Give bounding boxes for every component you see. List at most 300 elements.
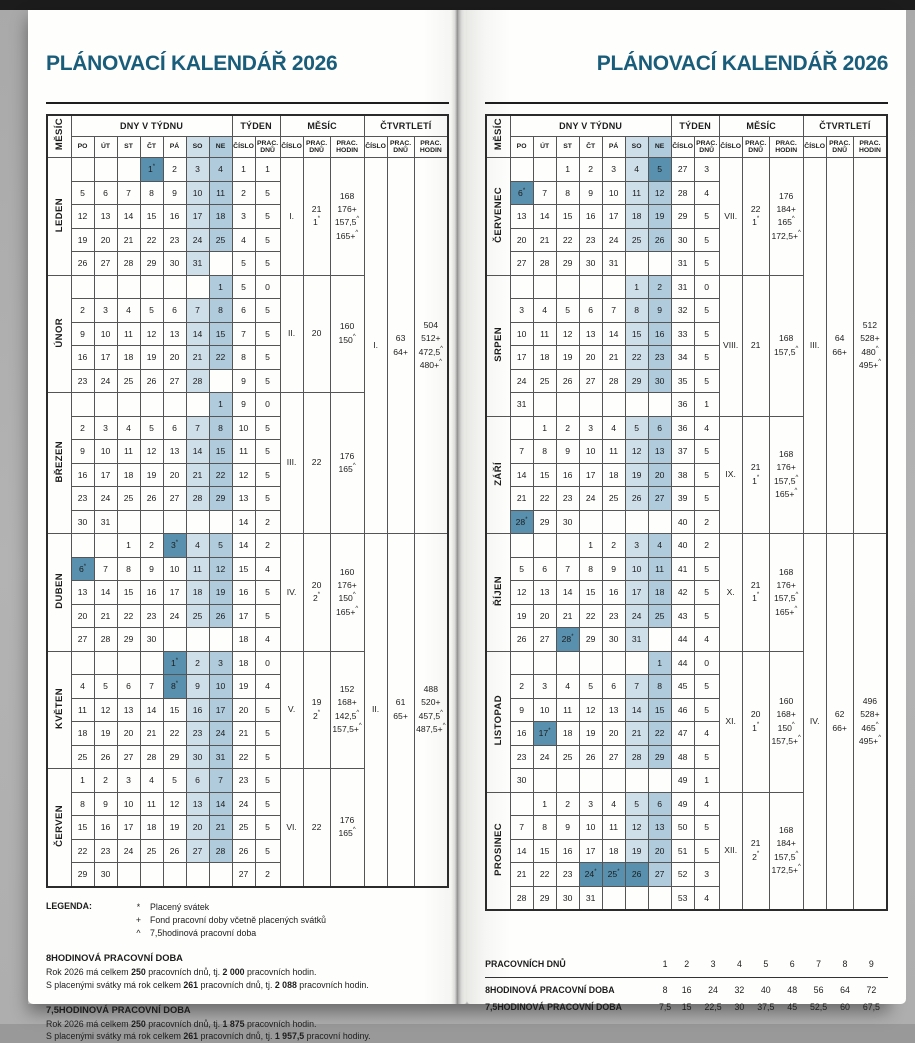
work-time-7-5h-block: [46, 1005, 449, 1043]
day-cell: 14: [556, 581, 579, 605]
day-cell: 13: [510, 205, 533, 229]
day-cell: 13: [186, 792, 209, 816]
week-workdays: 5: [255, 745, 280, 769]
day-cell: [163, 393, 186, 417]
day-cell: 20: [602, 722, 625, 746]
page-right: [467, 10, 906, 1012]
month-workhours: 176 184+ 165^ 172,5+^: [769, 158, 803, 276]
day-cell: [510, 792, 533, 816]
week-number: 7: [232, 322, 255, 346]
day-cell: 26: [579, 745, 602, 769]
week-workdays: 4: [255, 557, 280, 581]
work-time-line: S placenými svátky má rok celkem 261 pracovních dnů, tj. 1 957,5 pracovní hodiny.: [46, 1031, 371, 1042]
working-days-value: 52,5: [810, 1002, 828, 1012]
day-cell: 12: [94, 698, 117, 722]
day-cell: 26: [625, 487, 648, 511]
day-cell: 1: [117, 534, 140, 558]
day-cell: 12: [140, 322, 163, 346]
week-number: 29: [671, 205, 694, 229]
day-cell: 20: [510, 228, 533, 252]
week-number: 14: [232, 534, 255, 558]
day-cell: 16: [579, 205, 602, 229]
day-cell: 22: [209, 346, 232, 370]
day-cell: 18: [648, 581, 671, 605]
day-cell: 21: [117, 228, 140, 252]
day-cell: 24: [579, 487, 602, 511]
week-workdays: 5: [255, 769, 280, 793]
day-cell: 28*: [510, 510, 533, 534]
day-cell: 23: [163, 228, 186, 252]
day-cell: 9: [579, 181, 602, 205]
day-cell: 23: [648, 346, 671, 370]
day-cell: 18: [186, 581, 209, 605]
day-cell: 11: [648, 557, 671, 581]
day-cell: [648, 252, 671, 276]
week-workdays: 4: [255, 675, 280, 699]
day-cell: [209, 252, 232, 276]
week-number: 39: [671, 487, 694, 511]
week-number: 40: [671, 510, 694, 534]
week-workdays: 5: [694, 698, 719, 722]
day-cell: 27: [71, 628, 94, 652]
week-workdays: 5: [694, 346, 719, 370]
week-workdays: 5: [255, 581, 280, 605]
sub-header: PRAC. HODIN: [853, 137, 887, 158]
day-cell: 19: [625, 463, 648, 487]
week-workdays: 5: [694, 604, 719, 628]
day-cell: [533, 534, 556, 558]
col-header-month: MĚSÍC: [280, 115, 364, 137]
day-cell: 25: [625, 228, 648, 252]
day-name-header: NE: [648, 137, 671, 158]
quarter-workdays: 61 65+: [387, 534, 414, 887]
day-cell: 29: [163, 745, 186, 769]
day-cell: 2: [71, 299, 94, 323]
day-cell: 13: [163, 440, 186, 464]
week-workdays: 3: [694, 863, 719, 887]
work-time-line: S placenými svátky má rok celkem 261 pracovních dnů, tj. 2 088 pracovních hodin.: [46, 979, 369, 990]
week-row: [486, 158, 887, 182]
month-name: ČERVEN: [47, 769, 71, 887]
page-title: PLÁNOVACÍ KALENDÁŘ 2026: [46, 52, 338, 75]
day-cell: 7: [510, 440, 533, 464]
day-cell: 18: [117, 463, 140, 487]
day-cell: 12: [625, 816, 648, 840]
working-days-count: 2: [677, 959, 696, 978]
legend-text: 7,5hodinová pracovní doba: [150, 927, 257, 938]
day-cell: 23: [556, 863, 579, 887]
quarter-workhours: 512 528+ 480^ 495+^: [853, 158, 887, 534]
sub-header: ČÍSLO: [364, 137, 387, 158]
col-header-week: TÝDEN: [232, 115, 280, 137]
month-workhours: 168 184+ 157,5^ 172,5+^: [769, 792, 803, 910]
day-cell: 25: [186, 604, 209, 628]
day-cell: 5: [94, 675, 117, 699]
day-cell: 19: [579, 722, 602, 746]
day-cell: 8: [209, 299, 232, 323]
day-cell: 31: [510, 393, 533, 417]
week-workdays: 2: [255, 510, 280, 534]
day-cell: 10: [163, 557, 186, 581]
day-cell: 16: [648, 322, 671, 346]
week-number: 38: [671, 463, 694, 487]
page-left: [28, 10, 467, 1042]
day-cell: 22: [533, 487, 556, 511]
day-cell: 29: [533, 510, 556, 534]
day-cell: 31: [209, 745, 232, 769]
day-cell: 17: [579, 839, 602, 863]
week-workdays: 5: [255, 228, 280, 252]
day-cell: 18: [625, 205, 648, 229]
day-cell: [163, 275, 186, 299]
week-number: 5: [232, 252, 255, 276]
day-cell: 1: [556, 158, 579, 182]
day-cell: 25: [209, 228, 232, 252]
legend-item: [134, 927, 326, 940]
day-cell: 27: [163, 369, 186, 393]
week-workdays: 5: [255, 816, 280, 840]
day-cell: 7: [510, 816, 533, 840]
day-cell: 10: [117, 792, 140, 816]
week-number: 46: [671, 698, 694, 722]
day-cell: 15: [209, 322, 232, 346]
day-cell: 8: [648, 675, 671, 699]
day-cell: [648, 510, 671, 534]
month-workdays: 21 2*: [742, 792, 769, 910]
week-number: 17: [232, 604, 255, 628]
week-workdays: 5: [255, 604, 280, 628]
week-number: 11: [232, 440, 255, 464]
day-cell: 5: [209, 534, 232, 558]
day-cell: 6: [648, 792, 671, 816]
day-cell: 9: [556, 816, 579, 840]
sub-header: PRAC. HODIN: [414, 137, 448, 158]
day-cell: [117, 393, 140, 417]
day-name-header: SO: [186, 137, 209, 158]
week-number: 41: [671, 557, 694, 581]
working-days-value: 67,5: [862, 1002, 880, 1012]
day-cell: 8: [625, 299, 648, 323]
day-cell: 6: [533, 557, 556, 581]
day-cell: 13: [94, 205, 117, 229]
month-workdays: 21 1*: [742, 534, 769, 652]
day-cell: 6: [94, 181, 117, 205]
week-workdays: 4: [694, 722, 719, 746]
sub-header: PRAC. DNŮ: [303, 137, 330, 158]
day-cell: 14: [533, 205, 556, 229]
day-cell: 18: [602, 463, 625, 487]
day-cell: 16: [71, 346, 94, 370]
day-cell: [602, 886, 625, 910]
day-cell: [117, 275, 140, 299]
working-days-row-label: 8HODINOVÁ PRACOVNÍ DOBA: [485, 985, 615, 995]
day-cell: 16: [186, 698, 209, 722]
day-cell: 3: [117, 769, 140, 793]
day-cell: 26: [510, 628, 533, 652]
day-cell: 26: [209, 604, 232, 628]
day-cell: 21: [510, 863, 533, 887]
week-workdays: 5: [694, 816, 719, 840]
day-cell: 4: [533, 299, 556, 323]
day-cell: 24: [94, 369, 117, 393]
week-number: 23: [232, 769, 255, 793]
day-cell: 27: [602, 745, 625, 769]
day-cell: 11: [209, 181, 232, 205]
planner-spread: [28, 10, 889, 1042]
day-cell: 21: [533, 228, 556, 252]
month-workhours: 168 157,5^: [769, 275, 803, 416]
week-workdays: 5: [255, 487, 280, 511]
day-cell: 18: [117, 346, 140, 370]
work-time-line: Rok 2026 má celkem 250 pracovních dnů, tj. 2 000 pracovních hodin.: [46, 967, 317, 978]
day-cell: 8: [209, 416, 232, 440]
day-cell: 3: [602, 158, 625, 182]
day-cell: 25: [533, 369, 556, 393]
week-workdays: 1: [694, 393, 719, 417]
legend-items: [134, 901, 326, 941]
day-cell: 9: [648, 299, 671, 323]
day-cell: 6: [579, 299, 602, 323]
working-days-header-label: PRACOVNÍCH DNŮ: [485, 959, 653, 978]
day-cell: [648, 628, 671, 652]
day-cell: 1: [625, 275, 648, 299]
day-cell: 23: [602, 604, 625, 628]
day-cell: 10: [186, 181, 209, 205]
day-cell: 10: [579, 440, 602, 464]
week-number: 2: [232, 181, 255, 205]
day-cell: 13: [579, 322, 602, 346]
week-workdays: 5: [255, 346, 280, 370]
day-cell: 5: [163, 769, 186, 793]
day-cell: [94, 651, 117, 675]
day-cell: 9: [602, 557, 625, 581]
sub-header: PRAC. DNŮ: [387, 137, 414, 158]
day-cell: 22: [579, 604, 602, 628]
col-header-week: TÝDEN: [671, 115, 719, 137]
week-workdays: 5: [694, 322, 719, 346]
week-number: 43: [671, 604, 694, 628]
working-days-value: 15: [681, 1002, 692, 1012]
legend-item: [134, 914, 326, 927]
day-cell: 19: [140, 463, 163, 487]
day-cell: [71, 651, 94, 675]
day-cell: 11: [117, 440, 140, 464]
week-workdays: 5: [694, 228, 719, 252]
day-cell: [117, 510, 140, 534]
col-header-quarter: ČTVRTLETÍ: [803, 115, 887, 137]
day-cell: 4: [625, 158, 648, 182]
week-number: 44: [671, 651, 694, 675]
legend-symbol: *: [136, 901, 141, 912]
day-cell: 18: [602, 839, 625, 863]
day-cell: 2: [94, 769, 117, 793]
day-cell: 30: [579, 252, 602, 276]
week-row: [486, 534, 887, 558]
day-cell: 9: [140, 557, 163, 581]
day-cell: 15: [71, 816, 94, 840]
day-cell: [556, 393, 579, 417]
day-cell: 22: [71, 839, 94, 863]
day-cell: [209, 369, 232, 393]
day-cell: 21: [186, 463, 209, 487]
day-cell: [579, 510, 602, 534]
day-cell: 3: [94, 416, 117, 440]
day-cell: 23: [140, 604, 163, 628]
day-cell: 28: [117, 252, 140, 276]
day-cell: 16: [163, 205, 186, 229]
month-roman: V.: [280, 651, 303, 769]
week-number: 19: [232, 675, 255, 699]
day-cell: 18: [140, 816, 163, 840]
week-workdays: 4: [694, 628, 719, 652]
day-cell: 23: [556, 487, 579, 511]
sub-header: PRAC. HODIN: [769, 137, 803, 158]
week-number: 12: [232, 463, 255, 487]
month-name: DUBEN: [47, 534, 71, 652]
working-days-row-label: 7,5HODINOVÁ PRACOVNÍ DOBA: [485, 1002, 622, 1012]
day-cell: 26: [625, 863, 648, 887]
day-name-header: PO: [71, 137, 94, 158]
day-cell: 28: [186, 369, 209, 393]
day-cell: 1: [579, 534, 602, 558]
month-workhours: 176 165^: [330, 393, 364, 534]
week-number: 18: [232, 651, 255, 675]
day-cell: 30: [556, 886, 579, 910]
day-cell: 20: [71, 604, 94, 628]
day-cell: [140, 275, 163, 299]
day-cell: 2: [602, 534, 625, 558]
day-cell: 7: [602, 299, 625, 323]
day-cell: 10: [533, 698, 556, 722]
day-cell: [186, 863, 209, 887]
sub-header: PRAC. DNŮ: [826, 137, 853, 158]
week-workdays: 5: [694, 369, 719, 393]
day-cell: 30: [186, 745, 209, 769]
day-cell: [117, 158, 140, 182]
day-cell: 15: [625, 322, 648, 346]
day-cell: 4: [602, 416, 625, 440]
day-cell: 16: [94, 816, 117, 840]
day-cell: 22: [117, 604, 140, 628]
col-header-month: MĚSÍC: [719, 115, 803, 137]
legend: [46, 901, 449, 941]
day-cell: 14: [510, 463, 533, 487]
day-cell: 4: [556, 675, 579, 699]
week-workdays: 5: [255, 463, 280, 487]
day-cell: 28: [140, 745, 163, 769]
day-cell: 9: [556, 440, 579, 464]
day-cell: 24: [163, 604, 186, 628]
day-cell: 25: [117, 369, 140, 393]
day-cell: 10: [209, 675, 232, 699]
day-cell: 10: [94, 440, 117, 464]
week-number: 6: [232, 299, 255, 323]
day-cell: 10: [94, 322, 117, 346]
day-cell: 4: [117, 416, 140, 440]
day-cell: 25: [648, 604, 671, 628]
legend-label: LEGENDA:: [46, 900, 92, 911]
day-cell: 7: [533, 181, 556, 205]
week-number: 26: [232, 839, 255, 863]
month-workdays: 22: [303, 393, 330, 534]
day-cell: 18: [209, 205, 232, 229]
day-cell: 13: [602, 698, 625, 722]
week-number: 30: [671, 228, 694, 252]
day-name-header: ST: [556, 137, 579, 158]
day-cell: [117, 863, 140, 887]
day-cell: 5: [140, 299, 163, 323]
month-roman: III.: [280, 393, 303, 534]
quarter-roman: I.: [364, 158, 387, 534]
day-cell: 19: [163, 816, 186, 840]
day-cell: 14: [117, 205, 140, 229]
sub-header: PRAC. DNŮ: [694, 137, 719, 158]
day-cell: 10: [510, 322, 533, 346]
day-cell: 24*: [579, 863, 602, 887]
day-cell: 13: [71, 581, 94, 605]
week-number: 14: [232, 510, 255, 534]
week-workdays: 5: [255, 698, 280, 722]
day-cell: 7: [186, 299, 209, 323]
day-cell: 5: [556, 299, 579, 323]
month-name: LISTOPAD: [486, 651, 510, 792]
day-cell: [140, 510, 163, 534]
week-number: 16: [232, 581, 255, 605]
day-cell: 23: [186, 722, 209, 746]
day-cell: 17: [117, 816, 140, 840]
day-cell: [209, 863, 232, 887]
sub-header: ČÍSLO: [719, 137, 742, 158]
calendar-table: [485, 114, 888, 911]
month-roman: IX.: [719, 416, 742, 534]
working-days-value: 72: [866, 985, 877, 995]
sub-header: PRAC. DNŮ: [742, 137, 769, 158]
day-cell: 27: [579, 369, 602, 393]
working-days-row: [485, 995, 888, 1012]
day-cell: 26: [556, 369, 579, 393]
day-cell: 6: [602, 675, 625, 699]
day-cell: 7: [209, 769, 232, 793]
day-cell: [163, 863, 186, 887]
week-number: 47: [671, 722, 694, 746]
working-days-row: [485, 978, 888, 996]
working-days-value: 40: [760, 985, 771, 995]
day-cell: 14: [602, 322, 625, 346]
day-cell: 13: [648, 816, 671, 840]
week-workdays: 4: [255, 628, 280, 652]
month-name: PROSINEC: [486, 792, 510, 910]
month-name: ZÁŘÍ: [486, 416, 510, 534]
month-roman: XII.: [719, 792, 742, 910]
month-workhours: 160 150^: [330, 275, 364, 393]
week-number: 18: [232, 628, 255, 652]
sub-header: ČÍSLO: [671, 137, 694, 158]
quarter-workdays: 64 66+: [826, 158, 853, 534]
day-cell: 12: [556, 322, 579, 346]
day-cell: [140, 863, 163, 887]
month-roman: VII.: [719, 158, 742, 276]
day-cell: 6*: [71, 557, 94, 581]
day-cell: 2: [140, 534, 163, 558]
week-workdays: 5: [694, 487, 719, 511]
week-number: 27: [232, 863, 255, 887]
day-cell: 1: [533, 792, 556, 816]
month-workdays: 21 1*: [303, 158, 330, 276]
week-number: 4: [232, 228, 255, 252]
day-cell: [140, 393, 163, 417]
day-cell: 26: [140, 487, 163, 511]
day-cell: 26: [94, 745, 117, 769]
